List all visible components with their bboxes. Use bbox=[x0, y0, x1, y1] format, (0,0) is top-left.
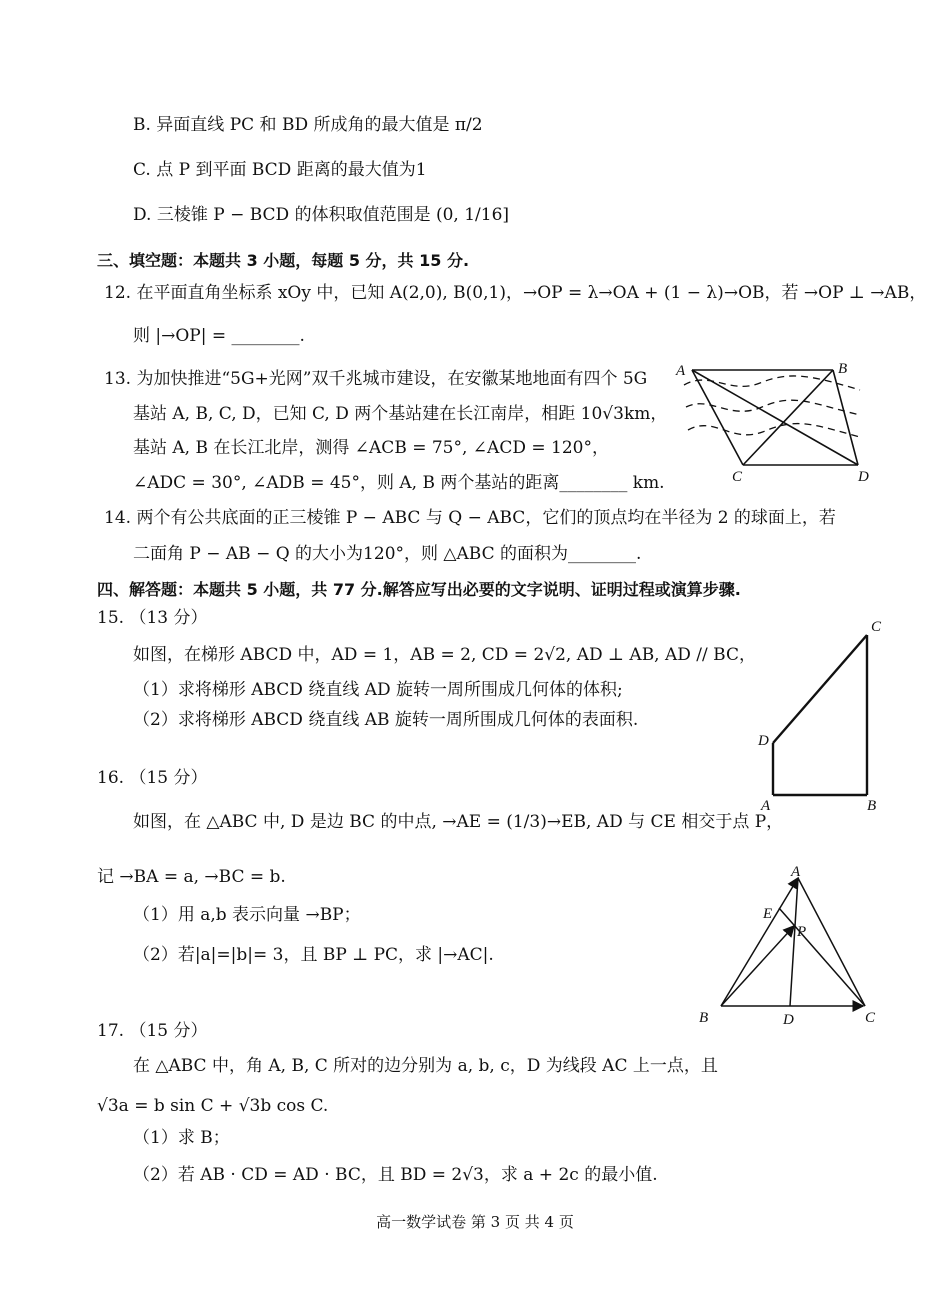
q16-label-a: A bbox=[791, 864, 801, 880]
section-3-heading: 三、填空题：本题共 3 小题，每题 5 分，共 15 分. bbox=[97, 251, 470, 270]
q15-part-1: （1）求将梯形 ABCD 绕直线 AD 旋转一周所围成几何体的体积; bbox=[133, 680, 623, 700]
q17-stem-2: √3a = b sin C + √3b cos C. bbox=[97, 1096, 329, 1116]
q14-line-1: 14. 两个有公共底面的正三棱锥 P − ABC 与 Q − ABC，它们的顶点均在半径为 2 的球面上，若 bbox=[104, 508, 836, 528]
q15-edge-cd bbox=[773, 635, 867, 743]
q16-stem: 如图，在 △ABC 中, D 是边 BC 的中点, →AE = (1/3)→EB, AD 与 CE 相交于点 P， bbox=[133, 812, 784, 832]
q17-part-1: （1）求 B； bbox=[133, 1128, 230, 1148]
q16-label-p: P bbox=[797, 924, 807, 940]
q16-heading: 16. （15 分） bbox=[97, 768, 208, 788]
section-4-heading: 四、解答题：本题共 5 小题，共 77 分.解答应写出必要的文字说明、证明过程或演算步骤. bbox=[97, 580, 741, 599]
q15-label-a: A bbox=[761, 798, 771, 814]
q15-stem: 如图，在梯形 ABCD 中，AD = 1，AB = 2, CD = 2√2, AD ⊥ AB, AD // BC， bbox=[133, 645, 756, 665]
q13-label-d: D bbox=[858, 469, 869, 485]
page-footer: 高一数学试卷 第 3 页 共 4 页 bbox=[376, 1213, 574, 1231]
q16-figure bbox=[695, 862, 885, 1027]
q11-option-c: C. 点 P 到平面 BCD 距离的最大值为1 bbox=[133, 160, 427, 180]
q13-label-c: C bbox=[732, 469, 743, 485]
q16-label-e: E bbox=[763, 906, 773, 922]
q13-river-line bbox=[684, 376, 860, 390]
q11-option-d: D. 三棱锥 P − BCD 的体积取值范围是 (0, 1/16] bbox=[133, 205, 510, 225]
q16-part-2: （2）若|a|=|b|= 3，且 BP ⊥ PC，求 |→AC|. bbox=[133, 945, 494, 965]
q13-label-b: B bbox=[838, 361, 848, 377]
q13-line-4: ∠ADC = 30°, ∠ADB = 45°，则 A, B 两个基站的距离________ km. bbox=[133, 473, 665, 493]
q15-label-c: C bbox=[871, 619, 882, 635]
q12-line-1: 12. 在平面直角坐标系 xOy 中，已知 A(2,0), B(0,1)，→OP = λ→OA + (1 − λ)→OB，若 →OP ⊥ →AB， bbox=[104, 283, 927, 303]
q15-label-d: D bbox=[758, 733, 769, 749]
q16-label-b: B bbox=[699, 1010, 709, 1026]
q13-line-3: 基站 A, B 在长江北岸，测得 ∠ACB = 75°, ∠ACD = 120°， bbox=[133, 438, 609, 458]
q17-heading: 17. （15 分） bbox=[97, 1021, 208, 1041]
q17-stem-1: 在 △ABC 中，角 A, B, C 所对的边分别为 a, b, c，D 为线段 AC 上一点，且 bbox=[133, 1056, 718, 1076]
q16-label-c: C bbox=[865, 1010, 876, 1026]
q15-part-2: （2）求将梯形 ABCD 绕直线 AB 旋转一周所围成几何体的表面积. bbox=[133, 710, 639, 730]
q16-notation: 记 →BA = a, →BC = b. bbox=[97, 867, 286, 887]
q14-line-2: 二面角 P − AB − Q 的大小为120°，则 △ABC 的面积为________. bbox=[133, 544, 642, 564]
q16-label-d: D bbox=[783, 1012, 794, 1028]
q16-part-1: （1）用 a,b 表示向量 →BP； bbox=[133, 905, 361, 925]
q13-line-1: 13. 为加快推进“5G+光网”双千兆城市建设，在安徽某地地面有四个 5G bbox=[104, 369, 648, 389]
q12-line-2: 则 |→OP| = ________. bbox=[133, 326, 305, 346]
q13-label-a: A bbox=[676, 363, 686, 379]
q13-line-2: 基站 A, B, C, D，已知 C, D 两个基站建在长江南岸，相距 10√3km， bbox=[133, 404, 668, 424]
q15-figure bbox=[755, 615, 895, 815]
q16-segment-ad bbox=[790, 878, 798, 1006]
q11-option-b: B. 异面直线 PC 和 BD 所成角的最大值是 π/2 bbox=[133, 115, 483, 135]
q15-label-b: B bbox=[867, 798, 877, 814]
q17-part-2: （2）若 AB · CD = AD · BC，且 BD = 2√3，求 a + 2c 的最小值. bbox=[133, 1165, 658, 1185]
q16-vector-bp bbox=[721, 926, 794, 1006]
q13-river-line bbox=[688, 424, 860, 437]
q13-figure bbox=[670, 355, 870, 485]
q16-vector-ba bbox=[721, 878, 798, 1006]
q13-edge-bd bbox=[833, 370, 858, 465]
q15-heading: 15. （13 分） bbox=[97, 608, 208, 628]
